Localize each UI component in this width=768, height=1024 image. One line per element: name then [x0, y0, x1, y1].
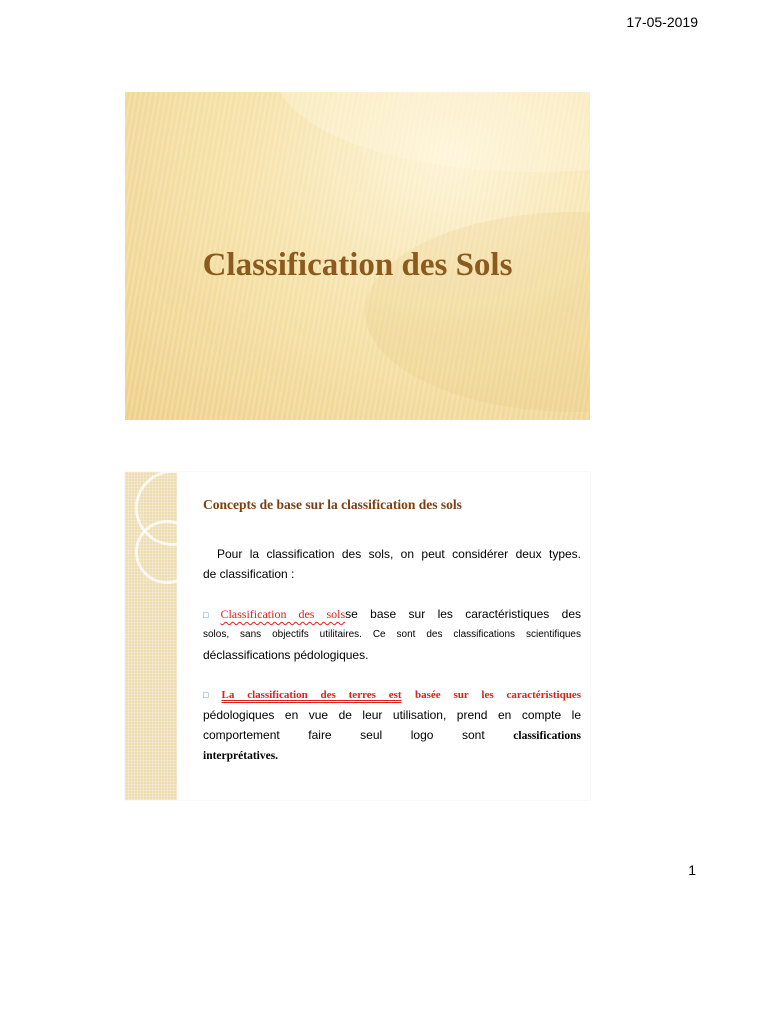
slide-heading: Concepts de base sur la classification des sols — [203, 497, 462, 512]
term-classification-des-terres: La classification des terres est — [221, 689, 402, 701]
bullet-line — [203, 725, 581, 746]
decorative-ring-icon — [135, 520, 199, 584]
title-slide — [125, 92, 590, 420]
content-slide — [125, 472, 590, 800]
term-classification-des-sols: Classification des sols — [220, 607, 346, 621]
page-number: 1 — [688, 862, 696, 878]
bold-term: classifications — [513, 730, 581, 742]
bullet-line — [203, 684, 581, 705]
page-date: 17-05-2019 — [626, 14, 698, 30]
square-bullet-icon: □ — [203, 690, 219, 700]
bullet-line: déclassifications pédologiques. — [203, 648, 369, 662]
intro-paragraph — [203, 544, 581, 584]
bullet-item-sols — [203, 604, 581, 665]
bullet-line: pédologiques en vue de leur utilisation, prend en compte le — [203, 708, 581, 722]
background-wave — [275, 92, 590, 172]
bullet-text: se base sur les caractéristiques des — [345, 607, 581, 621]
bullet-text: comportement faire seul logo sont — [203, 728, 485, 742]
square-bullet-icon: □ — [203, 610, 218, 620]
intro-line: de classification : — [203, 567, 295, 581]
bullet-line — [203, 604, 581, 625]
intro-line: Pour la classification des sols, on peut considérer deux types. — [217, 547, 581, 561]
background-wave — [365, 212, 590, 412]
slide-title: Classification des Sols — [202, 247, 513, 283]
bullet-item-terres — [203, 684, 581, 766]
term-continuation: basée sur les caractéristiques — [415, 689, 581, 701]
bold-term: interprétatives. — [203, 750, 279, 762]
bullet-line: solos, sans objectifs utilitaires. Ce sont des classifications scientifiques — [203, 629, 581, 640]
